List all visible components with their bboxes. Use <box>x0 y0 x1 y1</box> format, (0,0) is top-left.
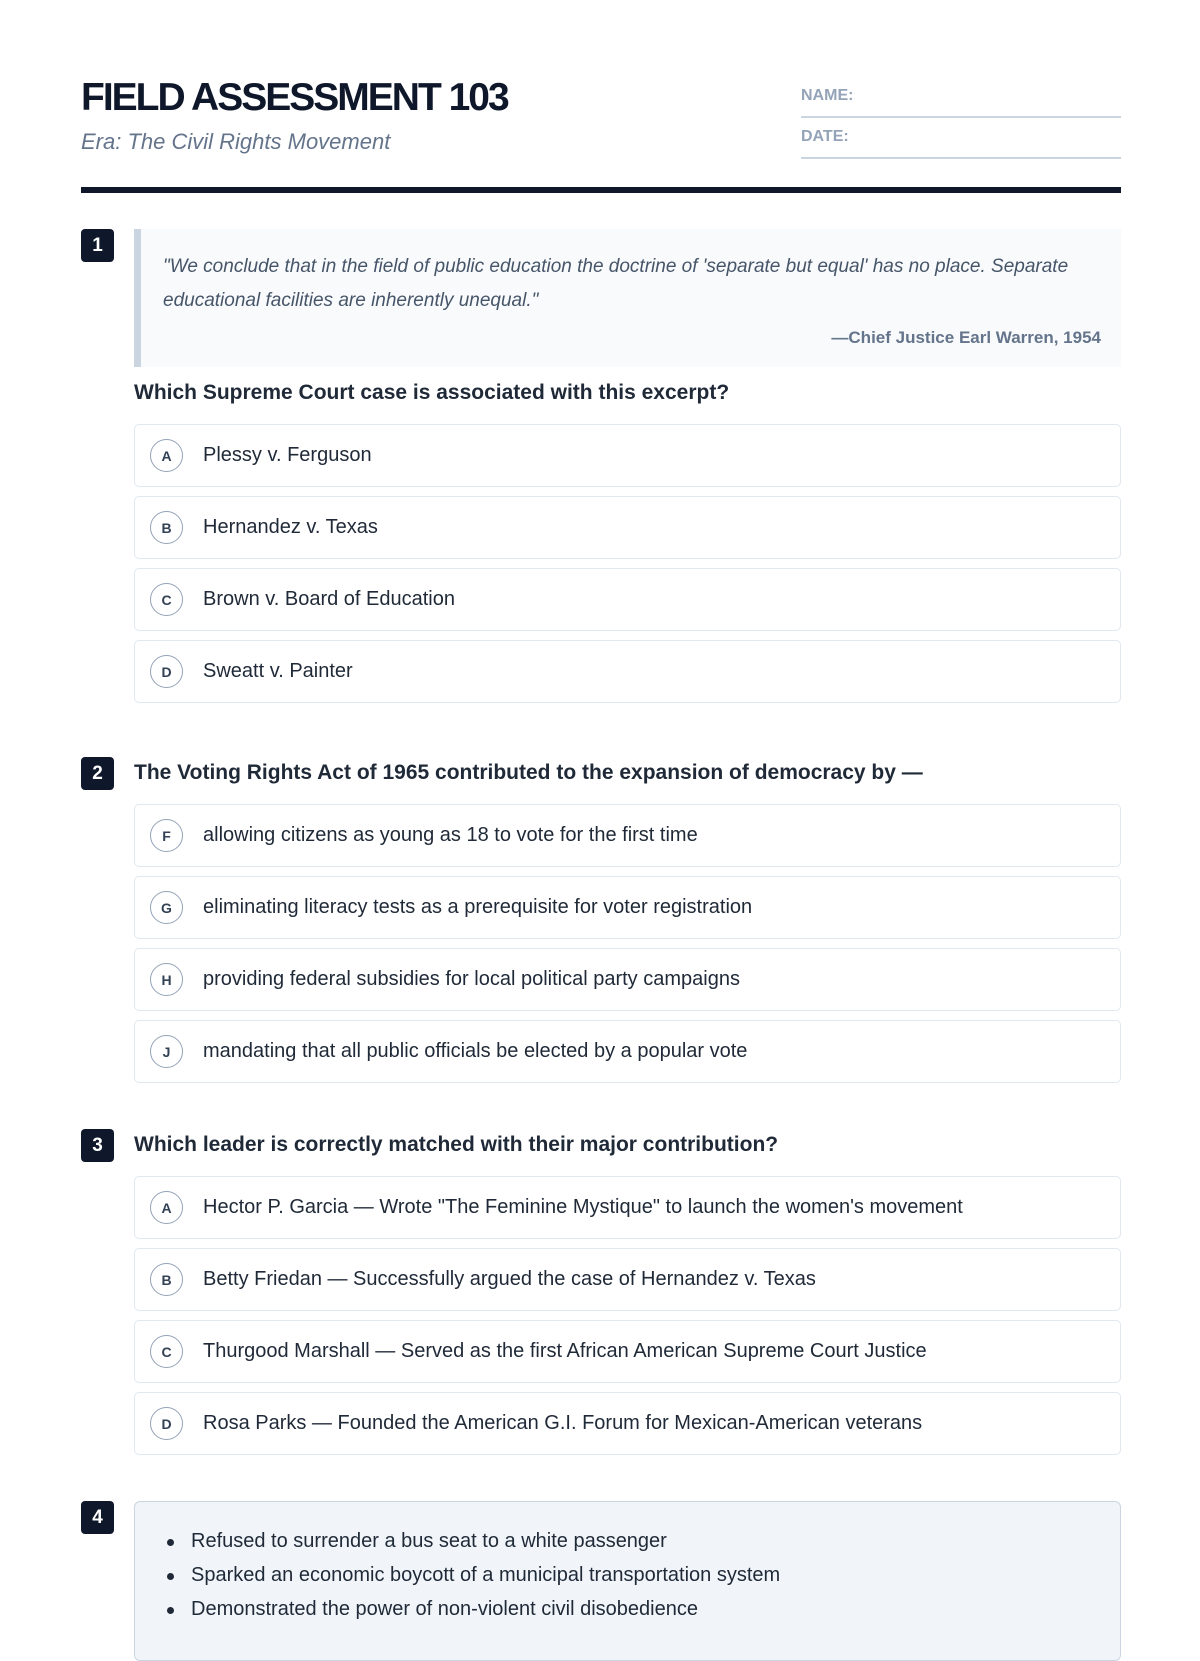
answer-option-f[interactable] <box>134 804 1121 867</box>
option-letter: C <box>150 1335 183 1368</box>
question-3 <box>81 1129 1121 1459</box>
question-stem: Which leader is correctly matched with their major contribution? <box>134 1133 779 1156</box>
option-letter: J <box>150 1035 183 1068</box>
facts-list <box>161 1524 1100 1626</box>
answer-option-c[interactable] <box>134 1320 1121 1383</box>
fact-item: Refused to surrender a bus seat to a white passenger <box>161 1524 1100 1558</box>
question-number: 3 <box>81 1129 114 1162</box>
option-text: mandating that all public officials be elected by a popular vote <box>203 1040 748 1062</box>
option-text: Hector P. Garcia — Wrote "The Feminine Mystique" to launch the women's movement <box>203 1196 963 1218</box>
option-letter: D <box>150 655 183 688</box>
option-text: Plessy v. Ferguson <box>203 444 372 466</box>
option-letter: B <box>150 511 183 544</box>
option-letter: A <box>150 1191 183 1224</box>
question-number: 4 <box>81 1501 114 1534</box>
option-text: Brown v. Board of Education <box>203 588 455 610</box>
assessment-page <box>81 0 1121 1620</box>
page-title: FIELD ASSESSMENT 103 <box>81 76 508 119</box>
answer-option-c[interactable] <box>134 568 1121 631</box>
question-stem: Which Supreme Court case is associated with this excerpt? <box>134 381 730 404</box>
question-stem: The Voting Rights Act of 1965 contributed to the expansion of democracy by — <box>134 761 923 784</box>
fact-item: Sparked an economic boycott of a municipal transportation system <box>161 1558 1100 1592</box>
name-field[interactable] <box>801 84 1121 118</box>
option-text: Sweatt v. Painter <box>203 660 353 682</box>
option-letter: A <box>150 439 183 472</box>
answer-option-a[interactable] <box>134 1176 1121 1239</box>
answer-option-b[interactable] <box>134 496 1121 559</box>
answer-option-b[interactable] <box>134 1248 1121 1311</box>
excerpt-citation: —Chief Justice Earl Warren, 1954 <box>831 328 1101 347</box>
fact-item: Demonstrated the power of non-violent civil disobedience <box>161 1592 1100 1626</box>
question-1 <box>81 229 1121 701</box>
worksheet-header <box>81 0 1121 194</box>
question-number: 2 <box>81 757 114 790</box>
option-text: Thurgood Marshall — Served as the first African American Supreme Court Justice <box>203 1340 927 1362</box>
option-text: eliminating literacy tests as a prerequisite for voter registration <box>203 896 753 918</box>
option-text: providing federal subsidies for local political party campaigns <box>203 968 740 990</box>
answer-option-h[interactable] <box>134 948 1121 1011</box>
answer-option-d[interactable] <box>134 1392 1121 1455</box>
answer-option-g[interactable] <box>134 876 1121 939</box>
answer-option-a[interactable] <box>134 424 1121 487</box>
header-divider <box>81 187 1121 193</box>
option-letter: F <box>150 819 183 852</box>
page-subtitle: Era: The Civil Rights Movement <box>81 129 391 154</box>
option-text: Hernandez v. Texas <box>203 516 378 538</box>
option-letter: G <box>150 891 183 924</box>
facts-box <box>134 1501 1121 1661</box>
option-letter: C <box>150 583 183 616</box>
option-text: allowing citizens as young as 18 to vote for the first time <box>203 824 698 846</box>
option-letter: H <box>150 963 183 996</box>
option-letter: D <box>150 1407 183 1440</box>
question-2 <box>81 757 1121 1087</box>
source-excerpt <box>134 229 1121 367</box>
option-text: Rosa Parks — Founded the American G.I. Forum for Mexican-American veterans <box>203 1412 923 1434</box>
name-label: NAME: <box>801 87 854 104</box>
option-letter: B <box>150 1263 183 1296</box>
date-label: DATE: <box>801 128 849 145</box>
question-number: 1 <box>81 229 114 262</box>
student-info-fields <box>801 84 1121 166</box>
answer-option-d[interactable] <box>134 640 1121 703</box>
excerpt-quote: "We conclude that in the field of public education the doctrine of 'separate but equal' has no place. Separate educational facilities are inherently unequal." <box>163 256 1069 311</box>
date-field[interactable] <box>801 125 1121 159</box>
option-text: Betty Friedan — Successfully argued the case of Hernandez v. Texas <box>203 1268 816 1290</box>
answer-option-j[interactable] <box>134 1020 1121 1083</box>
question-4 <box>81 1501 1121 1620</box>
